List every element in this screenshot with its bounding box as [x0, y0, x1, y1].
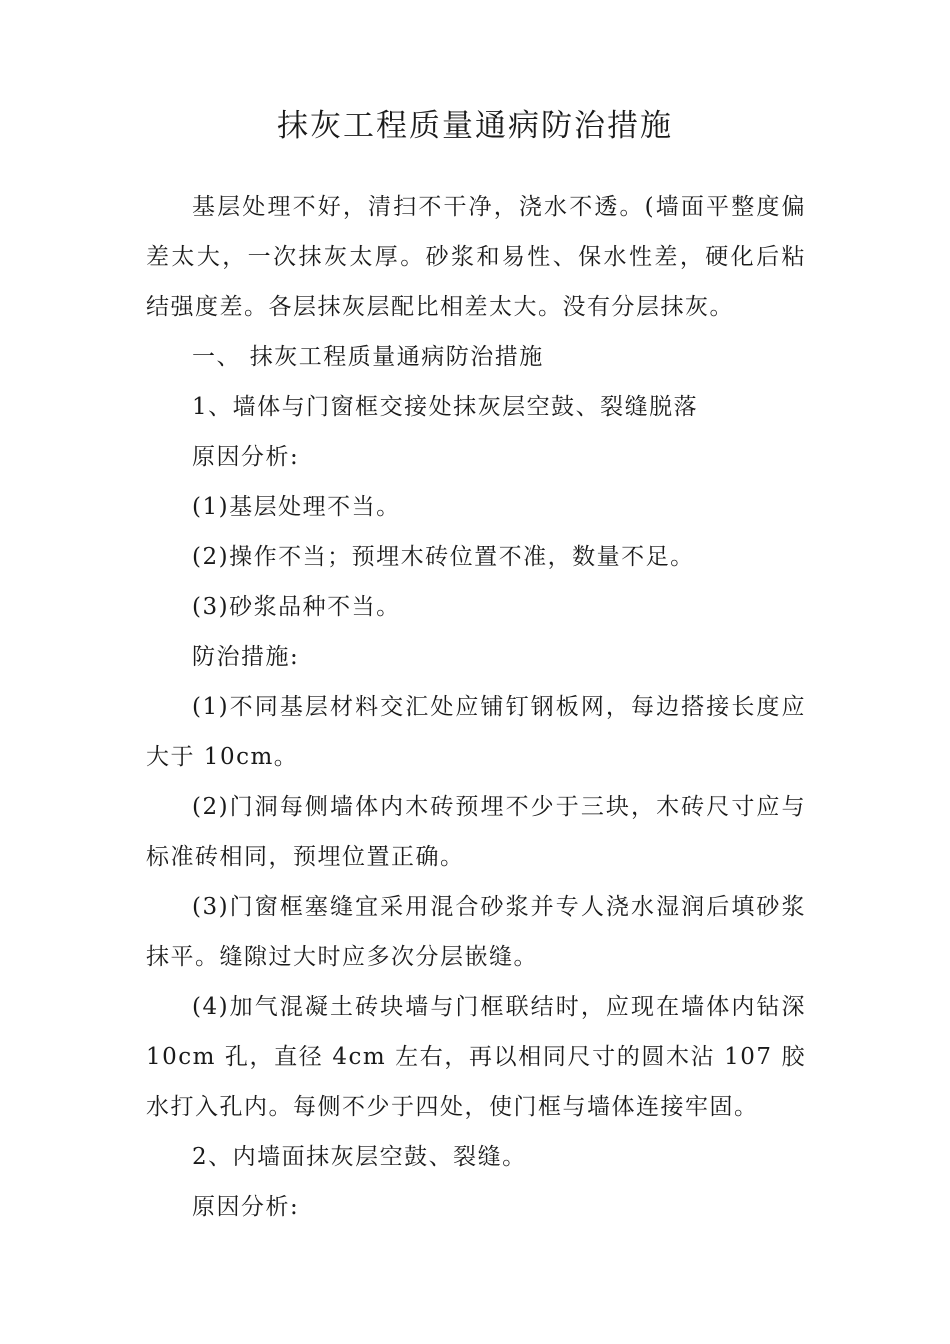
section-heading: 一、 抹灰工程质量通病防治措施: [192, 344, 544, 370]
prevention-item: (3)门窗框塞缝宜采用混合砂浆并专人浇水湿润后填砂浆抹平。缝隙过大时应多次分层嵌缝。: [146, 894, 806, 970]
cause-analysis-label: 原因分析:: [192, 444, 300, 470]
prevention-item: (1)不同基层材料交汇处应铺钉钢板网，每边搭接长度应大于 10cm。: [146, 694, 806, 770]
prevention-label: 防治措施:: [192, 644, 300, 670]
document-title: 抹灰工程质量通病防治措施: [277, 108, 673, 144]
prevention-item: (4)加气混凝土砖块墙与门框联结时，应现在墙体内钻深 10cm 孔，直径 4cm 左右，再以相同尺寸的圆木沾 107 胶水打入孔内。每侧不少于四处，使门框与墙体连接牢固。: [146, 994, 806, 1120]
paragraph-intro: 基层处理不好，清扫不干净，浇水不透。(墙面平整度偏差太大，一次抹灰太厚。砂浆和易性、保水性差，硬化后粘结强度差。各层抹灰层配比相差太大。没有分层抹灰。: [146, 194, 806, 320]
cause-item: (3)砂浆品种不当。: [192, 594, 401, 620]
subsection-heading: 2、内墙面抹灰层空鼓、裂缝。: [192, 1144, 527, 1170]
subsection-heading: 1、墙体与门窗框交接处抹灰层空鼓、裂缝脱落: [192, 394, 699, 420]
document-body: [146, 182, 806, 1232]
cause-item: (2)操作不当；预埋木砖位置不准，数量不足。: [192, 544, 695, 570]
cause-analysis-label: 原因分析:: [192, 1194, 300, 1220]
prevention-item: (2)门洞每侧墙体内木砖预埋不少于三块，木砖尺寸应与标准砖相同，预埋位置正确。: [146, 794, 806, 870]
cause-item: (1)基层处理不当。: [192, 494, 401, 520]
